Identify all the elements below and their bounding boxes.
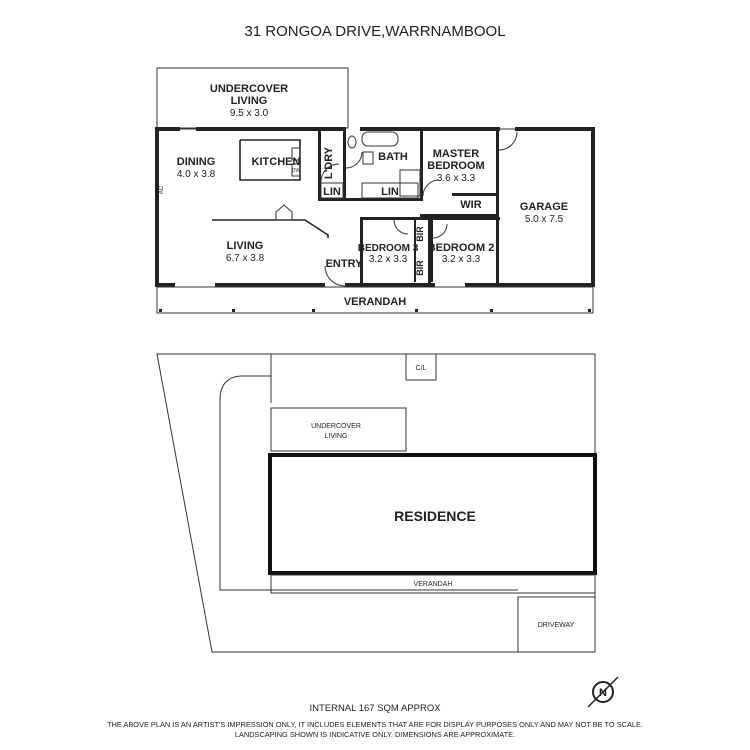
living-size: 6.7 x 3.8 [225,253,265,264]
exterior-wall-top-bath [360,127,500,131]
internal-area: INTERNAL 167 SQM APPROX [309,703,441,714]
entry-label: ENTRY [325,258,363,270]
dining-size: 4.0 x 3.8 [176,169,216,180]
wall-master-bottom [420,214,499,217]
master-bedroom-label-1: MASTER [432,148,480,160]
undercover-living-size: 9.5 x 3.0 [229,108,269,119]
wir-label: WIR [460,199,482,211]
laundry-label: L'DRY [323,146,335,180]
site-undercover-label-2: LIVING [324,433,348,440]
site-boundary [157,354,595,652]
clothesline-label: C/L [415,365,427,372]
door-bath [346,152,362,168]
dw-label: DW [291,168,301,174]
master-bedroom-label-2: BEDROOM [427,160,485,172]
site-plan [157,354,595,652]
exterior-wall-bottom-entry [345,283,435,287]
exterior-wall-bottom-mid [215,283,325,287]
site-undercover-label-1: UNDERCOVER [311,423,361,430]
door-bed2 [433,224,447,238]
living-partition [212,220,328,238]
disclaimer-line-1: THE ABOVE PLAN IS AN ARTIST'S IMPRESSION ONLY, IT INCLUDES ELEMENTS THAT ARE FOR DISPLAY PURPOSES ONLY AND MAY NOT BE TO SCALE. [106,720,644,729]
exterior-wall-top-mid [196,127,346,131]
wall-wir-top [452,193,499,196]
verandah-label: VERANDAH [343,296,407,308]
toilet [348,136,356,148]
kitchen-label: KITCHEN [251,156,301,168]
bedroom-3-size: 3.2 x 3.3 [368,254,408,265]
verandah-posts [159,309,591,312]
site-verandah-label: VERANDAH [413,581,453,588]
floor-plan [155,68,595,313]
living-label: LIVING [226,240,264,252]
exterior-wall-bottom-right [465,283,595,287]
lin-label-1: LIN [323,186,341,198]
garage-label: GARAGE [519,201,569,213]
door-bed3 [394,220,408,234]
disclaimer-line-2: LANDSCAPING SHOWN IS INDICATIVE ONLY. DIMENSIONS ARE APPROXIMATE. [234,730,516,739]
master-bedroom-size: 3.6 x 3.3 [436,173,476,184]
site-driveway-label: DRIVEWAY [537,622,575,629]
vanity [363,152,373,164]
dining-label: DINING [176,156,216,168]
compass-north-label: N [599,687,607,699]
door-garage [499,132,517,150]
bedroom-3-label: BEDROOM 3 [357,243,419,254]
undercover-living-label-1: UNDERCOVER [209,83,289,95]
page-title: 31 RONGOA DRIVE,WARRNAMBOOL [244,23,506,40]
north-compass [588,677,618,707]
bir-label-2: BIR [415,260,425,276]
undercover-living-label-2: LIVING [230,95,268,107]
exterior-wall-right [591,127,595,287]
site-residence-label: RESIDENCE [394,508,476,524]
exterior-wall-top-garage [515,127,595,131]
exterior-wall-left [155,127,159,287]
lin-label-2: LIN [381,186,399,198]
fireplace [276,205,292,220]
garage-size: 5.0 x 7.5 [524,214,564,225]
ac-label: AC [159,185,165,195]
exterior-wall-bottom-left [155,283,175,287]
bir-label-1: BIR [415,226,425,242]
bedroom-2-label: BEDROOM 2 [427,242,495,254]
bedroom-2-size: 3.2 x 3.3 [441,254,481,265]
wall-garage-left [496,131,499,283]
bathtub [362,132,398,146]
bath-label: BATH [378,151,408,163]
